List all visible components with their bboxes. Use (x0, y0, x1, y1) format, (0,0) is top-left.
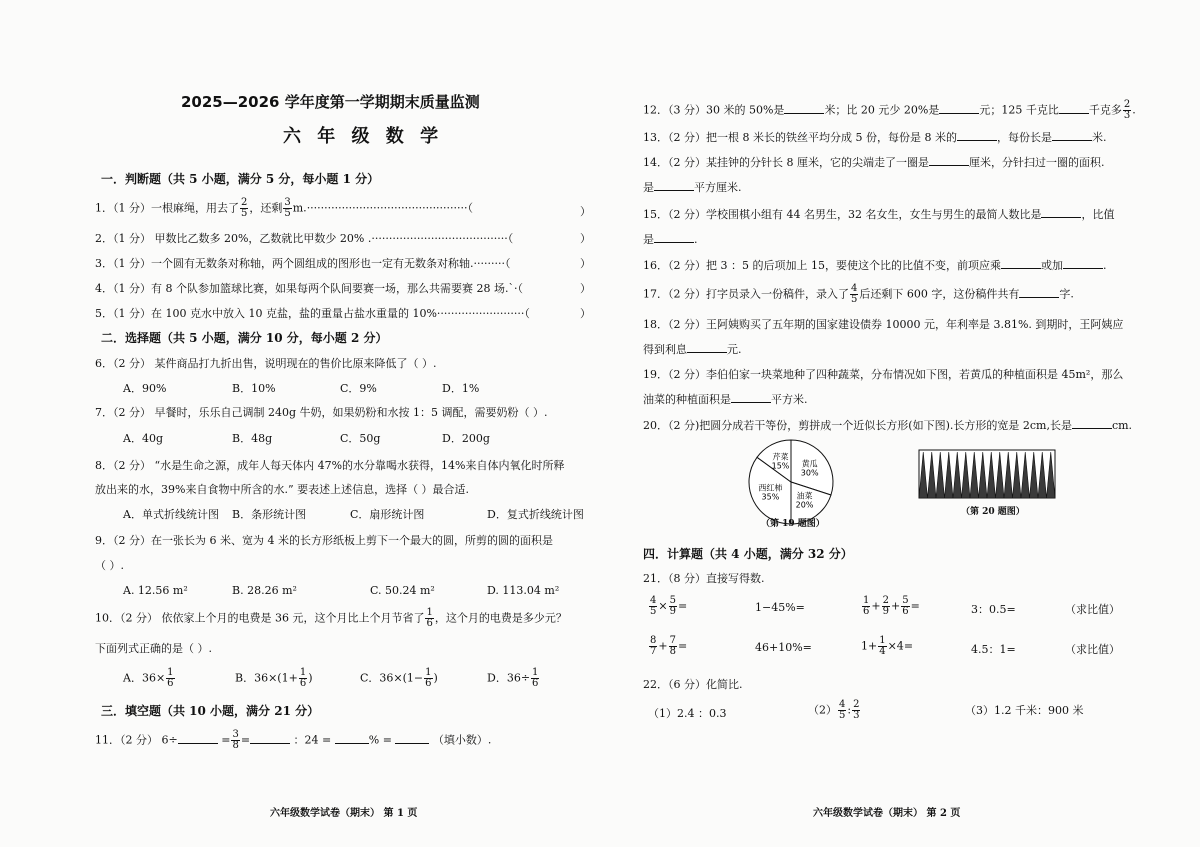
q9-option-d: D. 113.04 m² (487, 584, 560, 597)
q5-answer-close: ） (580, 307, 591, 320)
q7-option-c: C．50g (340, 432, 381, 445)
q10-fraction: $\frac{1}{6}$ (426, 607, 433, 629)
q4-answer-close: ） (580, 282, 591, 295)
q21-item-2: 1−45%= (755, 601, 805, 614)
q10-option-c: C．36×(1− $\frac{1}{6}$ ) (360, 667, 438, 689)
q8-option-b: B．条形统计图 (232, 508, 307, 521)
q21-item-4: 3：0.5= (971, 603, 1016, 616)
q6-option-b: B．10% (232, 382, 276, 395)
section-3-heading: 三．填空题（共 10 小题，满分 21 分） (101, 704, 320, 718)
q21-item-4-note: （求比值） (1065, 603, 1120, 616)
question-10-line-2: 下面列式正确的是（ ）. (95, 642, 212, 655)
q6-option-d: D．1% (442, 382, 480, 395)
q11-blank-4[interactable] (395, 733, 429, 744)
q10-option-a: A．36× $\frac{1}{6}$ (123, 667, 174, 689)
question-3: 3．（1 分）一个圆有无数条对称轴，两个圆组成的图形也一定有无数条对称轴.·········（ (95, 257, 511, 270)
q1-fraction-1: $\frac{2}{5}$ (241, 197, 248, 219)
q3-answer-close: ） (580, 257, 591, 270)
q13-blank-1[interactable] (957, 130, 997, 141)
q12-blank-1[interactable] (784, 103, 824, 114)
question-2: 2．（1 分） 甲数比乙数多 20%，乙数就比甲数少 20% .·······································（ (95, 232, 514, 245)
q14-blank-2[interactable] (654, 180, 694, 191)
question-22-title: 22．（6 分）化简比. (643, 678, 743, 691)
q17-fraction: $\frac{4}{5}$ (851, 283, 858, 305)
question-19-line-1: 19．（2 分）李伯伯家一块菜地种了四种蔬菜，分布情况如下图，若黄瓜的种植面积是 45m²，那么 (643, 368, 1124, 381)
question-15-line-2: 是 . (643, 233, 698, 246)
q7-option-d: D．200g (442, 432, 490, 445)
question-6: 6．（2 分） 某件商品打九折出售，说明现在的售价比原来降低了（ ）. (95, 357, 437, 370)
q12-blank-2[interactable] (939, 103, 979, 114)
question-9-line-1: 9．（2 分）在一张长为 6 米、宽为 4 米的长方形纸板上剪下一个最大的圆，所剪的圆的面积是 (95, 534, 553, 547)
q21-item-1: $\frac{4}{5}$ × $\frac{5}{9}$ = (650, 595, 688, 617)
q20-blank[interactable] (1072, 418, 1112, 429)
question-8-line-1: 8．（2 分） “水是生命之源，成年人每天体内 47%的水分靠喝水获得，14%来自体内氧化时所释 (95, 459, 565, 472)
q15-blank-2[interactable] (654, 232, 694, 243)
fig19-pie-chart (746, 437, 836, 527)
fig19-caption: （第 19 题图） (761, 519, 825, 529)
q6-option-a: A．90% (123, 382, 167, 395)
exam-page-2 (643, 0, 1143, 847)
q21-item-5: $\frac{8}{7}$ + $\frac{7}{8}$ = (650, 635, 688, 657)
q7-option-a: A．40g (123, 432, 163, 445)
q22-item-3: （3）1.2 千米：900 米 (965, 704, 1084, 717)
section-2-heading: 二．选择题（共 5 小题，满分 10 分，每小题 2 分） (101, 331, 388, 345)
q22-item-1: （1）2.4 ：0.3 (648, 707, 727, 720)
fig20-caption: （第 20 题图） (961, 507, 1025, 517)
question-12: 12．（3 分）30 米的 50%是 米；比 20 元少 20%是 元；125 千克比 千克多 $\frac{2}{3}$ . (643, 99, 1136, 121)
question-18-line-1: 18．（2 分）王阿姨购买了五年期的国家建设债券 10000 元，年利率是 3.81%. 到期时，王阿姨应 (643, 318, 1124, 331)
question-21-title: 21．（8 分）直接写得数. (643, 572, 765, 585)
exam-page-1 (95, 0, 595, 847)
question-14-line-2: 是 平方厘米. (643, 181, 742, 194)
q21-item-6: 46+10%= (755, 641, 812, 654)
q12-fraction: $\frac{2}{3}$ (1123, 99, 1131, 121)
question-18-line-2: 得到利息 元. (643, 343, 742, 356)
question-16: 16．（2 分）把 3 ：5 的后项加上 15，要使这个比的比值不变，前项应乘 或加 . (643, 259, 1107, 272)
q9-option-b: B. 28.26 m² (232, 584, 297, 597)
q11-fraction: $\frac{3}{8}$ (232, 729, 239, 751)
q9-option-a: A. 12.56 m² (123, 584, 188, 597)
q8-option-c: C．扇形统计图 (350, 508, 425, 521)
exam-title: 2025—2026 学年度第一学期期末质量监测 (181, 93, 480, 111)
q8-option-a: A．单式折线统计图 (123, 508, 219, 521)
q19-blank[interactable] (731, 392, 771, 403)
q1-answer-close: ） (580, 205, 591, 218)
pie-label-1: 油菜 20% (795, 491, 814, 510)
q11-blank-1[interactable] (178, 733, 218, 744)
pie-label-0: 黄瓜 30% (800, 459, 819, 478)
q13-blank-2[interactable] (1052, 130, 1092, 141)
q11-blank-3[interactable] (335, 733, 369, 744)
q14-blank-1[interactable] (929, 155, 969, 166)
q16-blank-2[interactable] (1063, 258, 1103, 269)
q12-blank-3[interactable] (1059, 103, 1089, 114)
page-2-footer: 六年级数学试卷（期末） 第 2 页 (813, 808, 961, 819)
q15-blank-1[interactable] (1041, 207, 1081, 218)
q21-item-7: 1+ $\frac{1}{4}$ ×4= (861, 635, 914, 657)
section-1-heading: 一．判断题（共 5 小题，满分 5 分，每小题 1 分） (101, 172, 380, 186)
exam-subtitle: 六 年 级 数 学 (283, 126, 444, 147)
section-4-heading: 四．计算题（共 4 小题，满分 32 分） (643, 547, 853, 561)
q10-option-d: D．36÷ $\frac{1}{6}$ (487, 667, 539, 689)
q9-option-c: C. 50.24 m² (370, 584, 435, 597)
q21-item-8: 4.5：1= (971, 643, 1016, 656)
pie-label-2: 西红柿 35% (758, 483, 783, 502)
question-13: 13．（2 分）把一根 8 米长的铁丝平均分成 5 份，每份是 8 米的 ，每份长是 米. (643, 131, 1107, 144)
q1-text: 1．（1 分）一根麻绳，用去了 (95, 201, 239, 215)
question-1: 1．（1 分）一根麻绳，用去了 $\frac{2}{5}$ ，还剩 $\frac{3}{5}$ m.··············································（ (95, 197, 474, 219)
q22-item-2: （2） $\frac{4}{5}$ : $\frac{2}{3}$ (808, 699, 860, 721)
question-14-line-1: 14．（2 分）某挂钟的分针长 8 厘米，它的尖端走了一圈是 厘米，分针扫过一圈的面积. (643, 156, 1105, 169)
question-4: 4．（1 分）有 8 个队参加篮球比赛，如果每两个队间要赛一场，那么共需要赛 28 场.`·（ (95, 282, 523, 295)
fig20-sector-rectangle (917, 448, 1057, 500)
q18-blank[interactable] (687, 342, 727, 353)
question-9-line-2: （ ）. (95, 559, 124, 572)
q21-item-3: $\frac{1}{6}$ + $\frac{2}{9}$ + $\frac{5}{6}$ = (863, 595, 920, 617)
q8-option-d: D．复式折线统计图 (487, 508, 584, 521)
q10-option-b: B．36×(1+ $\frac{1}{6}$ ) (235, 667, 313, 689)
question-15-line-1: 15．（2 分）学校围棋小组有 44 名男生，32 名女生，女生与男生的最简人数比是 ，比值 (643, 208, 1115, 221)
q6-option-c: C．9% (340, 382, 377, 395)
q17-blank[interactable] (1019, 287, 1059, 298)
question-5: 5．（1 分）在 100 克水中放入 10 克盐，盐的重量占盐水重量的 10%·························（ (95, 307, 530, 320)
pie-label-3: 芹菜 15% (771, 452, 790, 471)
question-7: 7．（2 分） 早餐时，乐乐自己调制 240g 牛奶，如果奶粉和水按 1：5 调配，需要奶粉（ ）. (95, 406, 548, 419)
question-17: 17．（2 分）打字员录入一份稿件，录入了 $\frac{4}{5}$ 后还剩下 600 字，这份稿件共有 字. (643, 283, 1074, 305)
q16-blank-1[interactable] (1001, 258, 1041, 269)
page-1-footer: 六年级数学试卷（期末） 第 1 页 (270, 808, 418, 819)
q7-option-b: B．48g (232, 432, 273, 445)
question-8-line-2: 放出来的水，39%来自食物中所含的水.” 要表述上述信息，选择（ ）最合适. (95, 483, 470, 496)
question-20: 20．（2 分)把圆分成若干等份，剪拼成一个近似长方形(如下图).长方形的宽是 2cm,长是 cm. (643, 419, 1133, 432)
q11-blank-2[interactable] (250, 733, 290, 744)
q2-answer-close: ） (580, 232, 591, 245)
q1-fraction-2: $\frac{3}{5}$ (284, 197, 291, 219)
question-11: 11．（2 分） 6÷ = $\frac{3}{8}$ = ：24 = % = （填小数）. (95, 729, 492, 751)
question-19-line-2: 油菜的种植面积是 平方米. (643, 393, 808, 406)
q21-item-8-note: （求比值） (1065, 643, 1120, 656)
question-10: 10．（2 分） 依依家上个月的电费是 36 元，这个月比上个月节省了 $\frac{1}{6}$ ，这个月的电费是多少元？ (95, 607, 567, 629)
